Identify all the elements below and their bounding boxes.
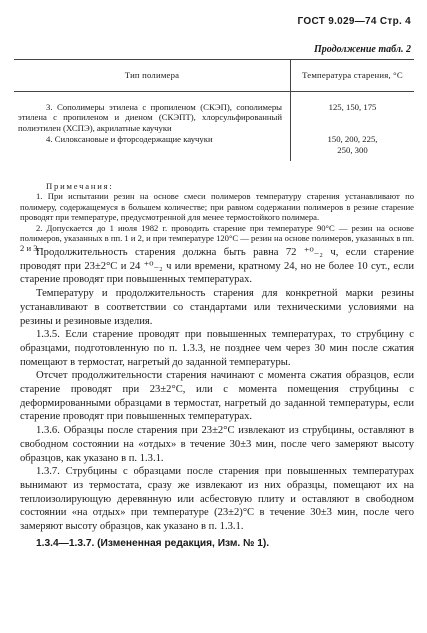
paragraph: Продолжительность старения должна быть равна 72 ⁺⁰₋₂ ч, если старение проводят при 23±2°С и 24 ⁺⁰₋₂ ч или времени, кратному 24, но не более 10 сут., если старение проводят при повышенных температурах. xyxy=(20,247,414,286)
table-row xyxy=(14,133,414,161)
table-cell-polymer: 4. Силоксановые и фторсодержащие каучуки xyxy=(46,134,213,145)
page-header: ГОСТ 9.029—74 Стр. 4 xyxy=(297,16,411,27)
amendment-note: 1.3.4—1.3.7. (Измененная редакция, Изм. № 1). xyxy=(36,537,270,549)
paragraph: 1.3.6. Образцы после старения при 23±2°С извлекают из струбцины, оставляют в свободном состоянии на «отдых» в течение 30±3 мин, после чего замеряют высоту образцов, как указано в п. 1.3.1. xyxy=(20,425,414,464)
table-header-row xyxy=(14,60,414,92)
note-item: 2. Допускается до 1 июля 1982 г. проводить старение при температуре 90°С — резин на основе полимеров, указанных в пп. 1 и 2, и при температуре 120°С — резин на основе полимеров, указанных в пп. 2 и 3. xyxy=(20,222,414,254)
note-item: 1. При испытании резин на основе смеси полимеров температуру старения устанавливают по полимеру, содержащемуся в большем количестве; при равном содержании полимеров в резине старение проводят при температуре, предусмотренной для менее термостойкого полимера. xyxy=(20,191,414,223)
table-cell-temperature: 125, 150, 175 xyxy=(328,102,377,112)
notes-title: Примечания: xyxy=(46,181,114,191)
table-continuation-label: Продолжение табл. 2 xyxy=(313,44,411,55)
table-cell-polymer: 3. Сополимеры этилена с пропиленом (СКЭП), сополимеры этилена с пропиленом и диеном (СКЭПТ), хлорсульфированный полиэтилен (ХСПЭ), акрилатные каучуки xyxy=(18,102,282,133)
column-header-polymer: Тип полимера xyxy=(14,60,291,92)
column-header-temperature: Температура старения, °С xyxy=(291,60,415,92)
paragraph: 1.3.7. Струбцины с образцами после старения при повышенных температурах вынимают из термостата, сразу же извлекают из них образцы, помещают их на теплоизолирующую деревянную или асбестовую плиту и оставляют в свободном состоянии «на отдых» при температуре (23±2)°С в течение 30±3 мин, после чего замеряют высоту образцов, как указано в п. 1.3.1. xyxy=(20,466,414,533)
paragraph: Отсчет продолжительности старения начинают с момента сжатия образцов, если старение проводят при 23±2°С, или с момента помещения струбцины с деформированными образцами в термостат, нагретый до заданной температуры, если старение проводят при повышенных температурах. xyxy=(20,370,414,423)
temperature-table xyxy=(14,59,414,161)
notes-block xyxy=(20,181,414,254)
table-cell-temperature: 150, 200, 225, 250, 300 xyxy=(327,134,378,155)
paragraph: Температуру и продолжительность старения для конкретной марки резины устанавливают в соответствии со стандартами или техническими условиями на резины и резиновые изделия. xyxy=(20,288,414,327)
table-row xyxy=(14,92,414,134)
body-text xyxy=(20,246,414,550)
paragraph: 1.3.5. Если старение проводят при повышенных температурах, то струбцину с образцами, подготовленную по п. 1.3.3, не позднее чем через 30 мин после сжатия помещают в термостат, нагретый до заданной температуры. xyxy=(20,329,414,368)
